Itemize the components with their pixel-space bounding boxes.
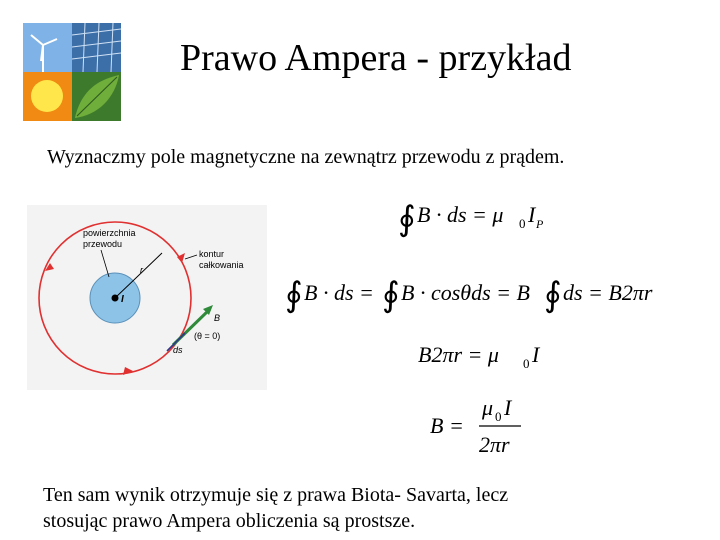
loop-label: całkowania [199, 260, 244, 270]
eq1-lhs: B · ds = μ [417, 202, 504, 227]
figure-background [27, 205, 267, 390]
equation-b-result [430, 395, 521, 457]
eq4-lhs: B = [430, 413, 464, 438]
intro-text: Wyznaczmy pole magnetyczne na zewnątrz przewodu z prądem. [47, 146, 565, 168]
equation-ampere-law [398, 201, 544, 238]
contour-integral-icon: ∮ [544, 277, 562, 314]
eq3-lhs: B2πr = μ [418, 342, 499, 367]
b-vector-label: B [214, 313, 221, 323]
contour-integral-icon: ∮ [285, 277, 303, 314]
loop-label: kontur [199, 249, 225, 259]
eq2-part-b: B · cosθds = B [401, 280, 530, 305]
wind-turbine-tile [23, 23, 72, 72]
eq4-denominator: 2πr [479, 432, 510, 457]
equations [270, 190, 710, 470]
eq4-numerator-current: I [504, 395, 512, 420]
contour-integral-icon: ∮ [398, 201, 416, 238]
current-label: I [121, 294, 124, 305]
eq4-numerator: μ [482, 395, 494, 420]
theta-label: (θ = 0) [194, 331, 221, 341]
eq2-part-c: ds = B2πr [563, 280, 653, 305]
eq3-rhs: I [532, 342, 540, 367]
sun-icon [31, 80, 63, 112]
equation-b-circumference [418, 342, 541, 371]
radius-label: r [140, 265, 143, 275]
slide-title: Prawo Ampera - przykład [180, 37, 572, 79]
conclusion-line: Ten sam wynik otrzymuje się z prawa Biota- Savarta, lecz [43, 484, 509, 506]
conclusion-line: stosując prawo Ampera obliczenia są prostsze. [43, 510, 416, 532]
conclusion-text [43, 482, 663, 534]
eq1-rhs: I [528, 202, 536, 227]
eq2-part-a: B · ds = [304, 280, 374, 305]
eq3-sub: 0 [523, 356, 530, 371]
surface-label: powierzchnia [83, 228, 136, 238]
ds-label: ds [173, 345, 183, 355]
eq4-numerator-sub: 0 [495, 409, 502, 424]
surface-label: przewodu [83, 239, 123, 249]
contour-integral-icon: ∮ [382, 277, 400, 314]
eq1-sub: 0 [519, 216, 526, 231]
energy-logo [23, 23, 121, 121]
eq1-rhs-sub: P [536, 217, 544, 231]
equation-integral-expansion [285, 277, 653, 314]
ampere-loop-figure [27, 205, 267, 390]
